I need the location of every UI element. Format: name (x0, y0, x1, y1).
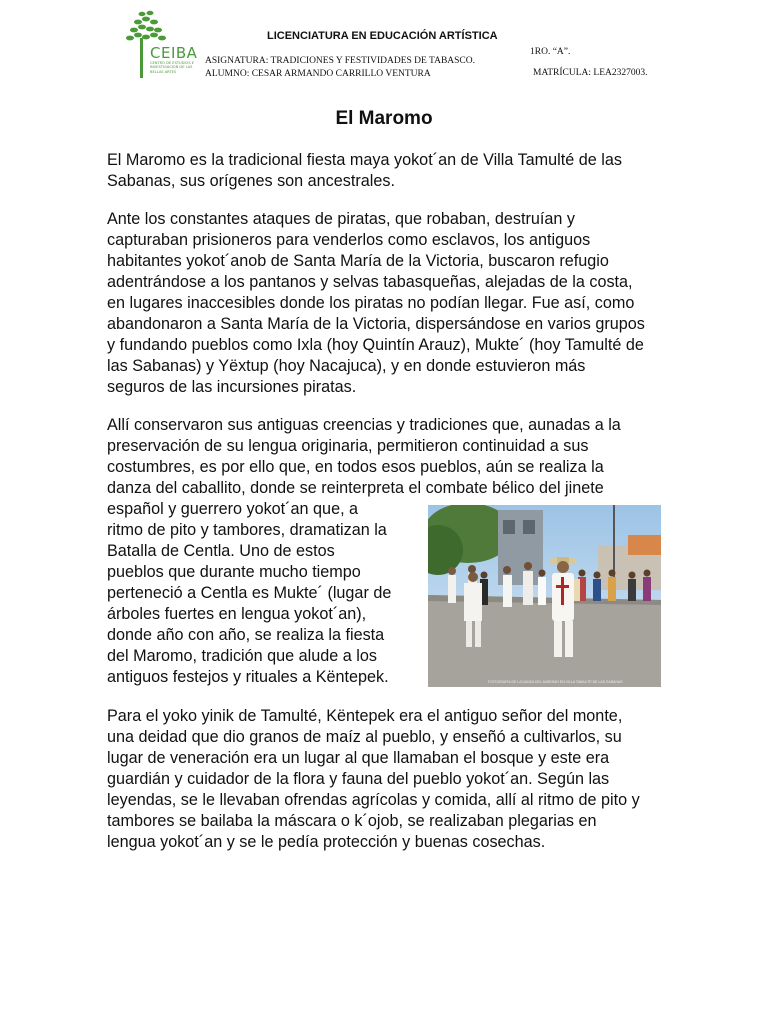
wrapped-line: perteneció a Centla es Mukte´ (lugar de (107, 584, 392, 602)
subject-line: ASIGNATURA: TRADICIONES Y FESTIVIDADES DE TABASCO. (205, 56, 476, 66)
enrollment-line: MATRÍCULA: LEA2327003. (533, 68, 648, 78)
paragraph-4: Para el yoko yinik de Tamulté, Këntepek era el antiguo señor del monte, una deidad que dio granos de maíz al pueblo, y enseñó a cultivarlos, su lugar de veneración era un lugar al que llamaban el bosque y este era guardián y cuidador de la flora y fauna del pueblo yokot´an. Según las leyendas, se le llevaban ofrendas agrícolas y comida, allí al ritmo de pito y tambores se bailaba la máscara o k´ojob, se realizaban plegarias en lengua yokot´an y se le pedía protección y buenas cosechas. (107, 707, 640, 851)
group-line: 1RO. “A”. (530, 47, 571, 57)
student-line: ALUMNO: CESAR ARMANDO CARRILLO VENTURA (205, 69, 431, 79)
paragraph-1: El Maromo es la tradicional fiesta maya yokot´an de Villa Tamulté de las Sabanas, sus orígenes son ancestrales. (107, 151, 622, 190)
photo-caption: FOTOGRAFÍA DE LA DANZA DEL MAROMO EN VILLA TAMULTÉ DE LAS SABANAS (488, 680, 623, 684)
wrapped-line: ritmo de pito y tambores, dramatizan la (107, 521, 387, 539)
wrapped-line: antiguos festejos y rituales a Këntepek. (107, 668, 389, 686)
paragraph-3: Allí conservaron sus antiguas creencias y tradiciones que, aunadas a la preservación de su lengua originaria, permitieron continuidad a sus costumbres, es por ello que, en todos esos pueblos, aún se realiza la danza del caballito, donde se reinterpreta el combate bélico del jinete (107, 416, 621, 497)
logo-trunk (140, 38, 143, 78)
wrapped-line: del Maromo, tradición que alude a los (107, 647, 377, 665)
wrapped-line: donde año con año, se realiza la fiesta (107, 626, 385, 644)
wrapped-line: Batalla de Centla. Uno de estos (107, 542, 335, 560)
logo-name: CEIBA (150, 44, 198, 62)
wrapped-line: español y guerrero yokot´an que, a (107, 500, 359, 518)
festival-photo (428, 505, 661, 687)
program-title: LICENCIATURA EN EDUCACIÓN ARTÍSTICA (267, 30, 498, 42)
document-title: El Maromo (335, 108, 433, 129)
wrapped-line: pueblos que durante mucho tiempo (107, 563, 361, 581)
logo-subtitle: CENTRO DE ESTUDIOS E INVESTIGACION DE LAS BELLAS ARTES (150, 61, 195, 74)
wrapped-line: árboles fuertes en lengua yokot´an), (107, 605, 367, 623)
paragraph-2: Ante los constantes ataques de piratas, que robaban, destruían y capturaban prisioneros para venderlos como esclavos, los antiguos habitantes yokot´anob de Santa María de la Victoria, buscaron refugio adentrándose a los pantanos y selvas tabasqueñas, alejadas de la costa, en lugares inaccesibles donde los piratas no podían llegar. Fue así, como abandonaron a Santa María de la Victoria, dispersándose en varios grupos y fundando pueblos como Ixla (hoy Quintín Arauz), Mukte´ (hoy Tamulté de las Sabanas) y Yëxtup (hoy Nacajuca), y en donde estuvieron más seguros de las incursiones piratas. (107, 210, 645, 396)
